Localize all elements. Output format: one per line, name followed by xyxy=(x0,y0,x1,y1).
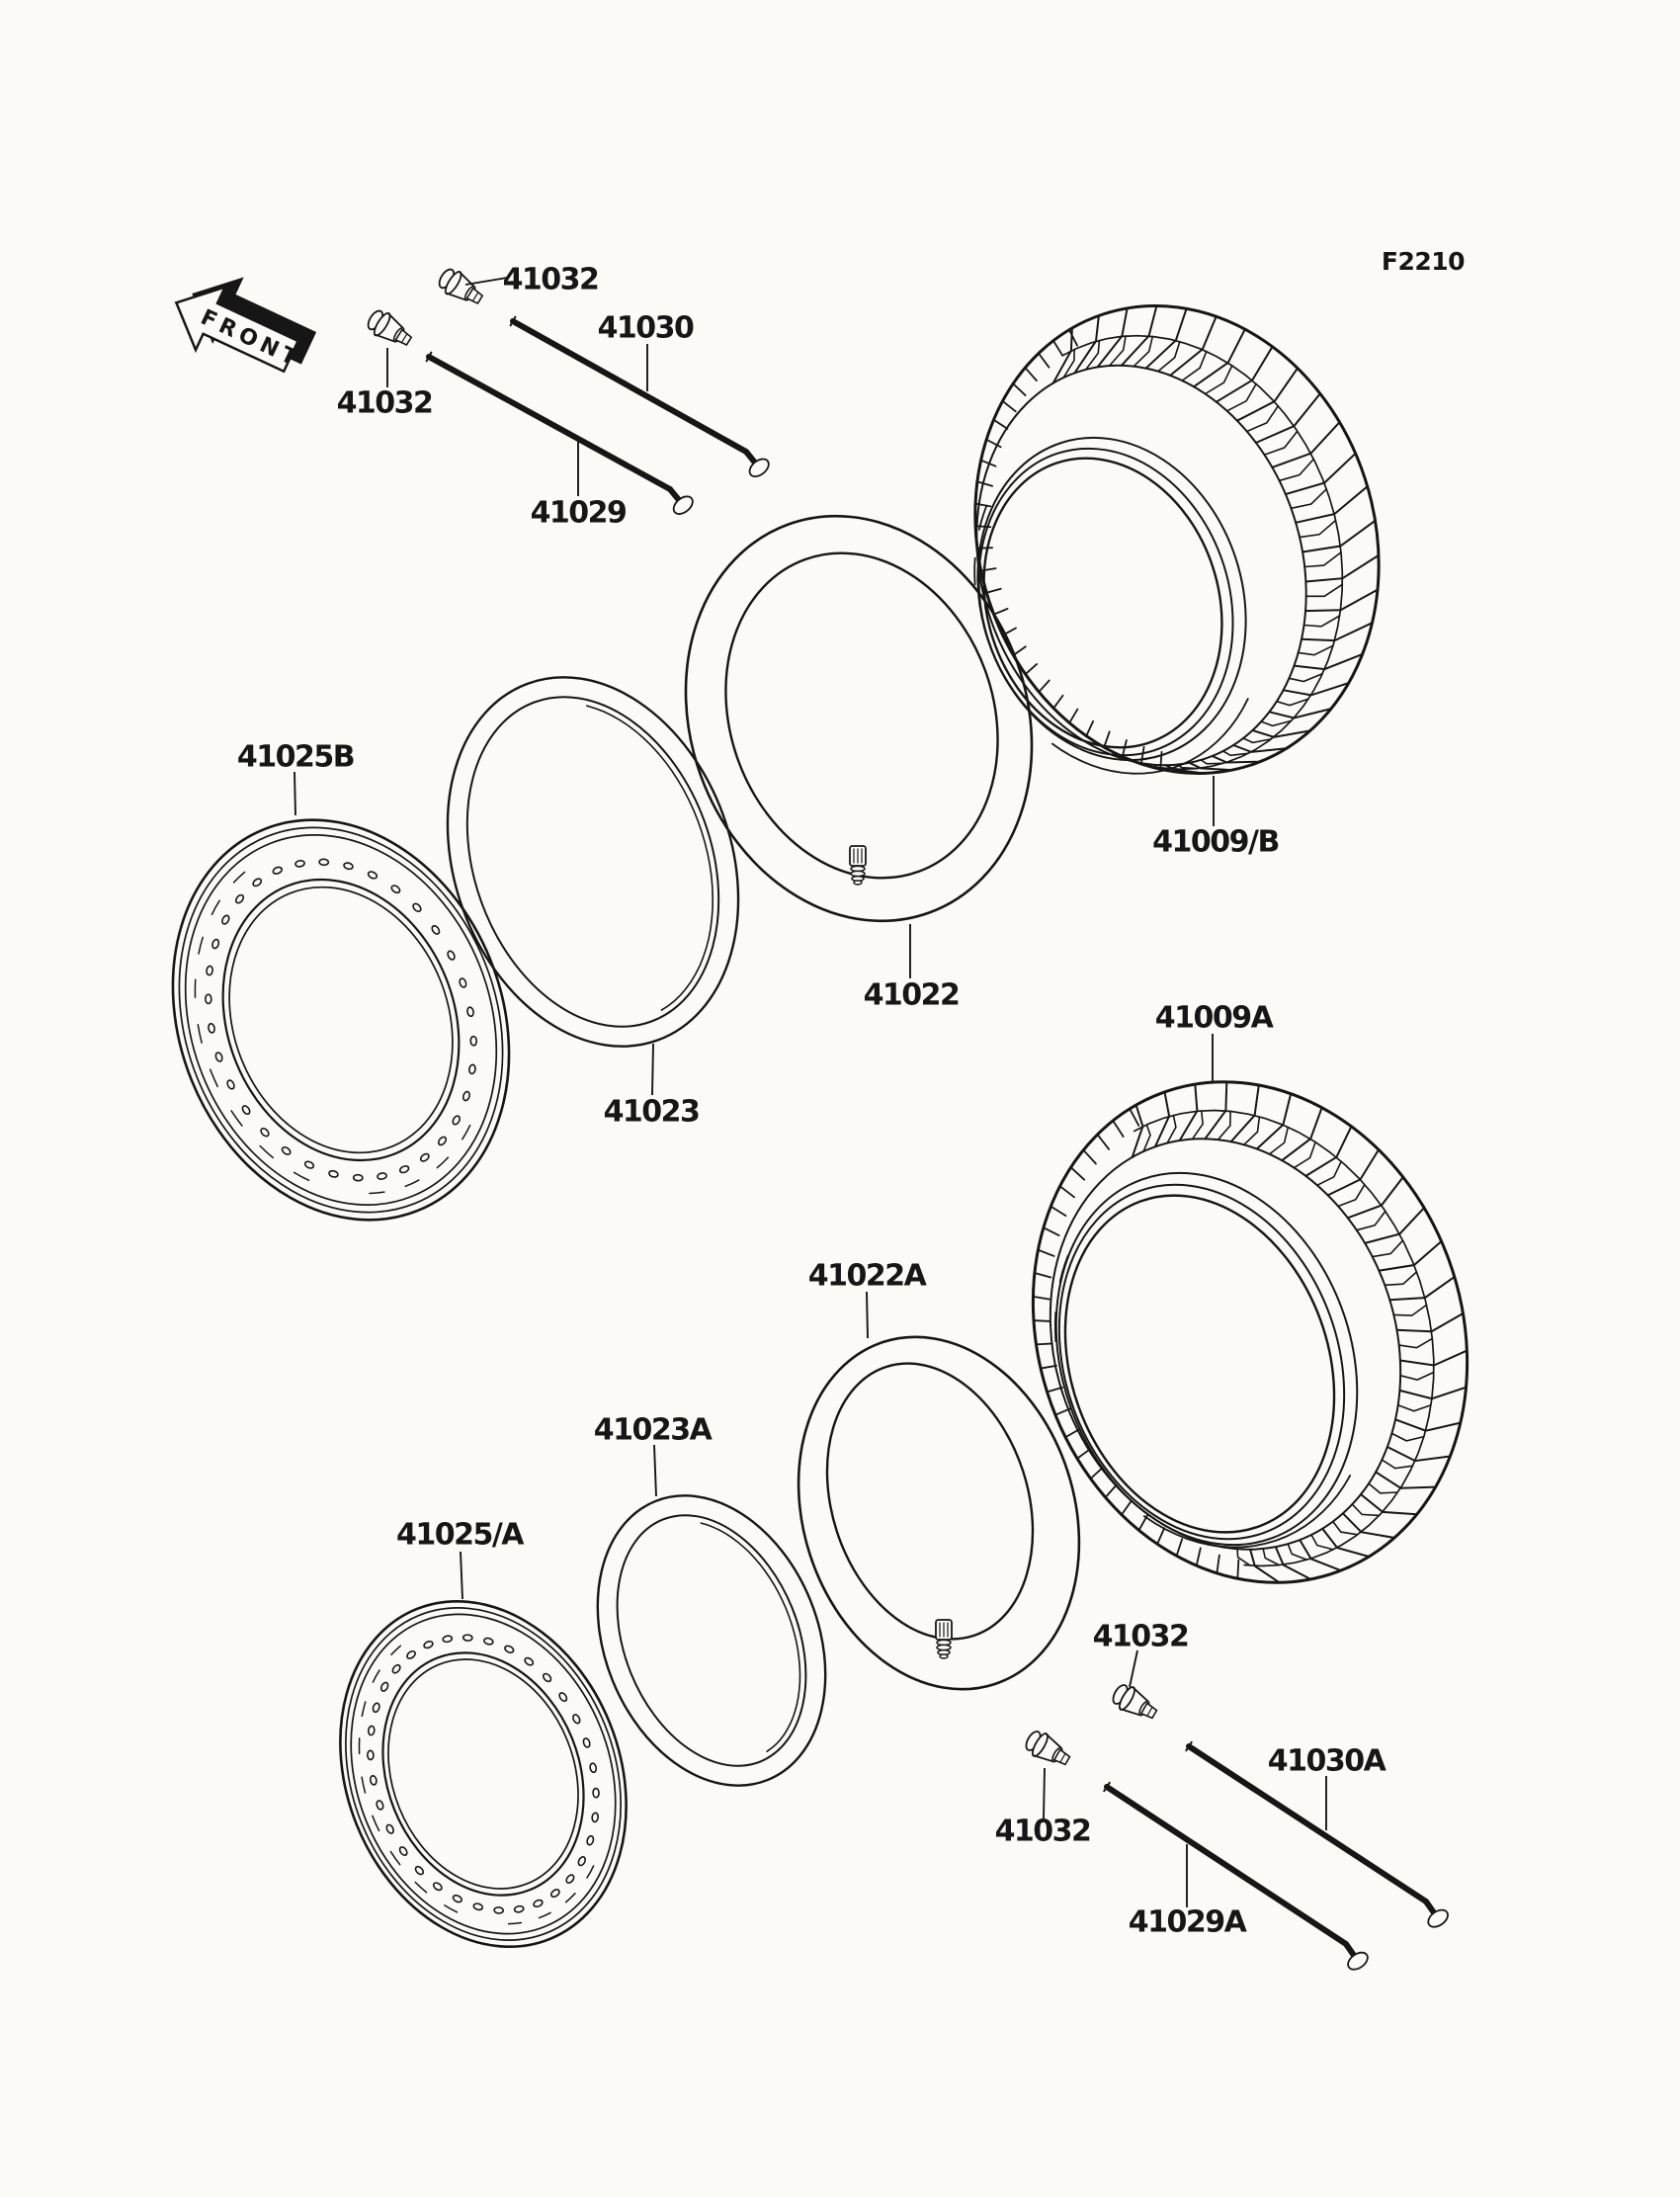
leader-line-41023 xyxy=(652,1044,653,1095)
part-label-41022A: 41022A xyxy=(807,1258,926,1294)
tire-41009b-drawing xyxy=(916,253,1439,826)
part-label-41025B: 41025B xyxy=(236,739,355,775)
front-arrow-label: FRONT xyxy=(197,304,305,374)
part-label-41032-bottom: 41032 xyxy=(994,1814,1091,1849)
part-label-41032-upper-left: 41032 xyxy=(336,385,433,421)
leader-line-41023A xyxy=(654,1445,656,1496)
part-label-41029: 41029 xyxy=(530,495,627,531)
part-label-41025A: 41025/A xyxy=(395,1517,524,1553)
rim-band-41023a-drawing xyxy=(556,1462,867,1820)
tire-41009a-drawing xyxy=(965,1020,1537,1644)
spoke-41029-drawing xyxy=(427,353,697,518)
nipple-41032-top xyxy=(435,265,486,310)
nipple-41032-upper-left xyxy=(364,306,415,352)
part-label-41030A: 41030A xyxy=(1267,1743,1386,1779)
leader-line-41032-bottom xyxy=(1044,1768,1045,1818)
part-label-41009A: 41009A xyxy=(1154,1000,1273,1036)
part-label-41030: 41030 xyxy=(597,310,694,346)
rim-41025b-drawing xyxy=(115,769,567,1271)
nipple-41032-mid-right xyxy=(1109,1680,1160,1725)
part-label-41009B: 41009/B xyxy=(1152,824,1279,860)
part-label-41032-top: 41032 xyxy=(502,262,599,297)
part-label-41032-mid-right: 41032 xyxy=(1092,1619,1189,1654)
valve-stem-icon xyxy=(850,846,866,885)
part-label-41023: 41023 xyxy=(603,1094,700,1130)
leader-line-41032-mid-right xyxy=(1130,1650,1137,1687)
leader-line-41032-top xyxy=(465,278,507,285)
leader-line-41025B xyxy=(294,772,295,815)
spoke-41029a-drawing xyxy=(1104,1783,1371,1973)
figure-code: F2210 xyxy=(1381,247,1466,276)
tube-41022-drawing xyxy=(630,466,1087,970)
leader-line-41025A xyxy=(461,1552,462,1599)
nipple-41032-bottom xyxy=(1022,1727,1073,1771)
front-arrow xyxy=(162,258,323,392)
valve-stem-icon xyxy=(936,1620,952,1658)
part-label-41022: 41022 xyxy=(863,977,960,1013)
part-label-41023A: 41023A xyxy=(593,1412,712,1448)
leader-line-41022A xyxy=(867,1292,868,1338)
part-label-41029A: 41029A xyxy=(1128,1904,1246,1940)
